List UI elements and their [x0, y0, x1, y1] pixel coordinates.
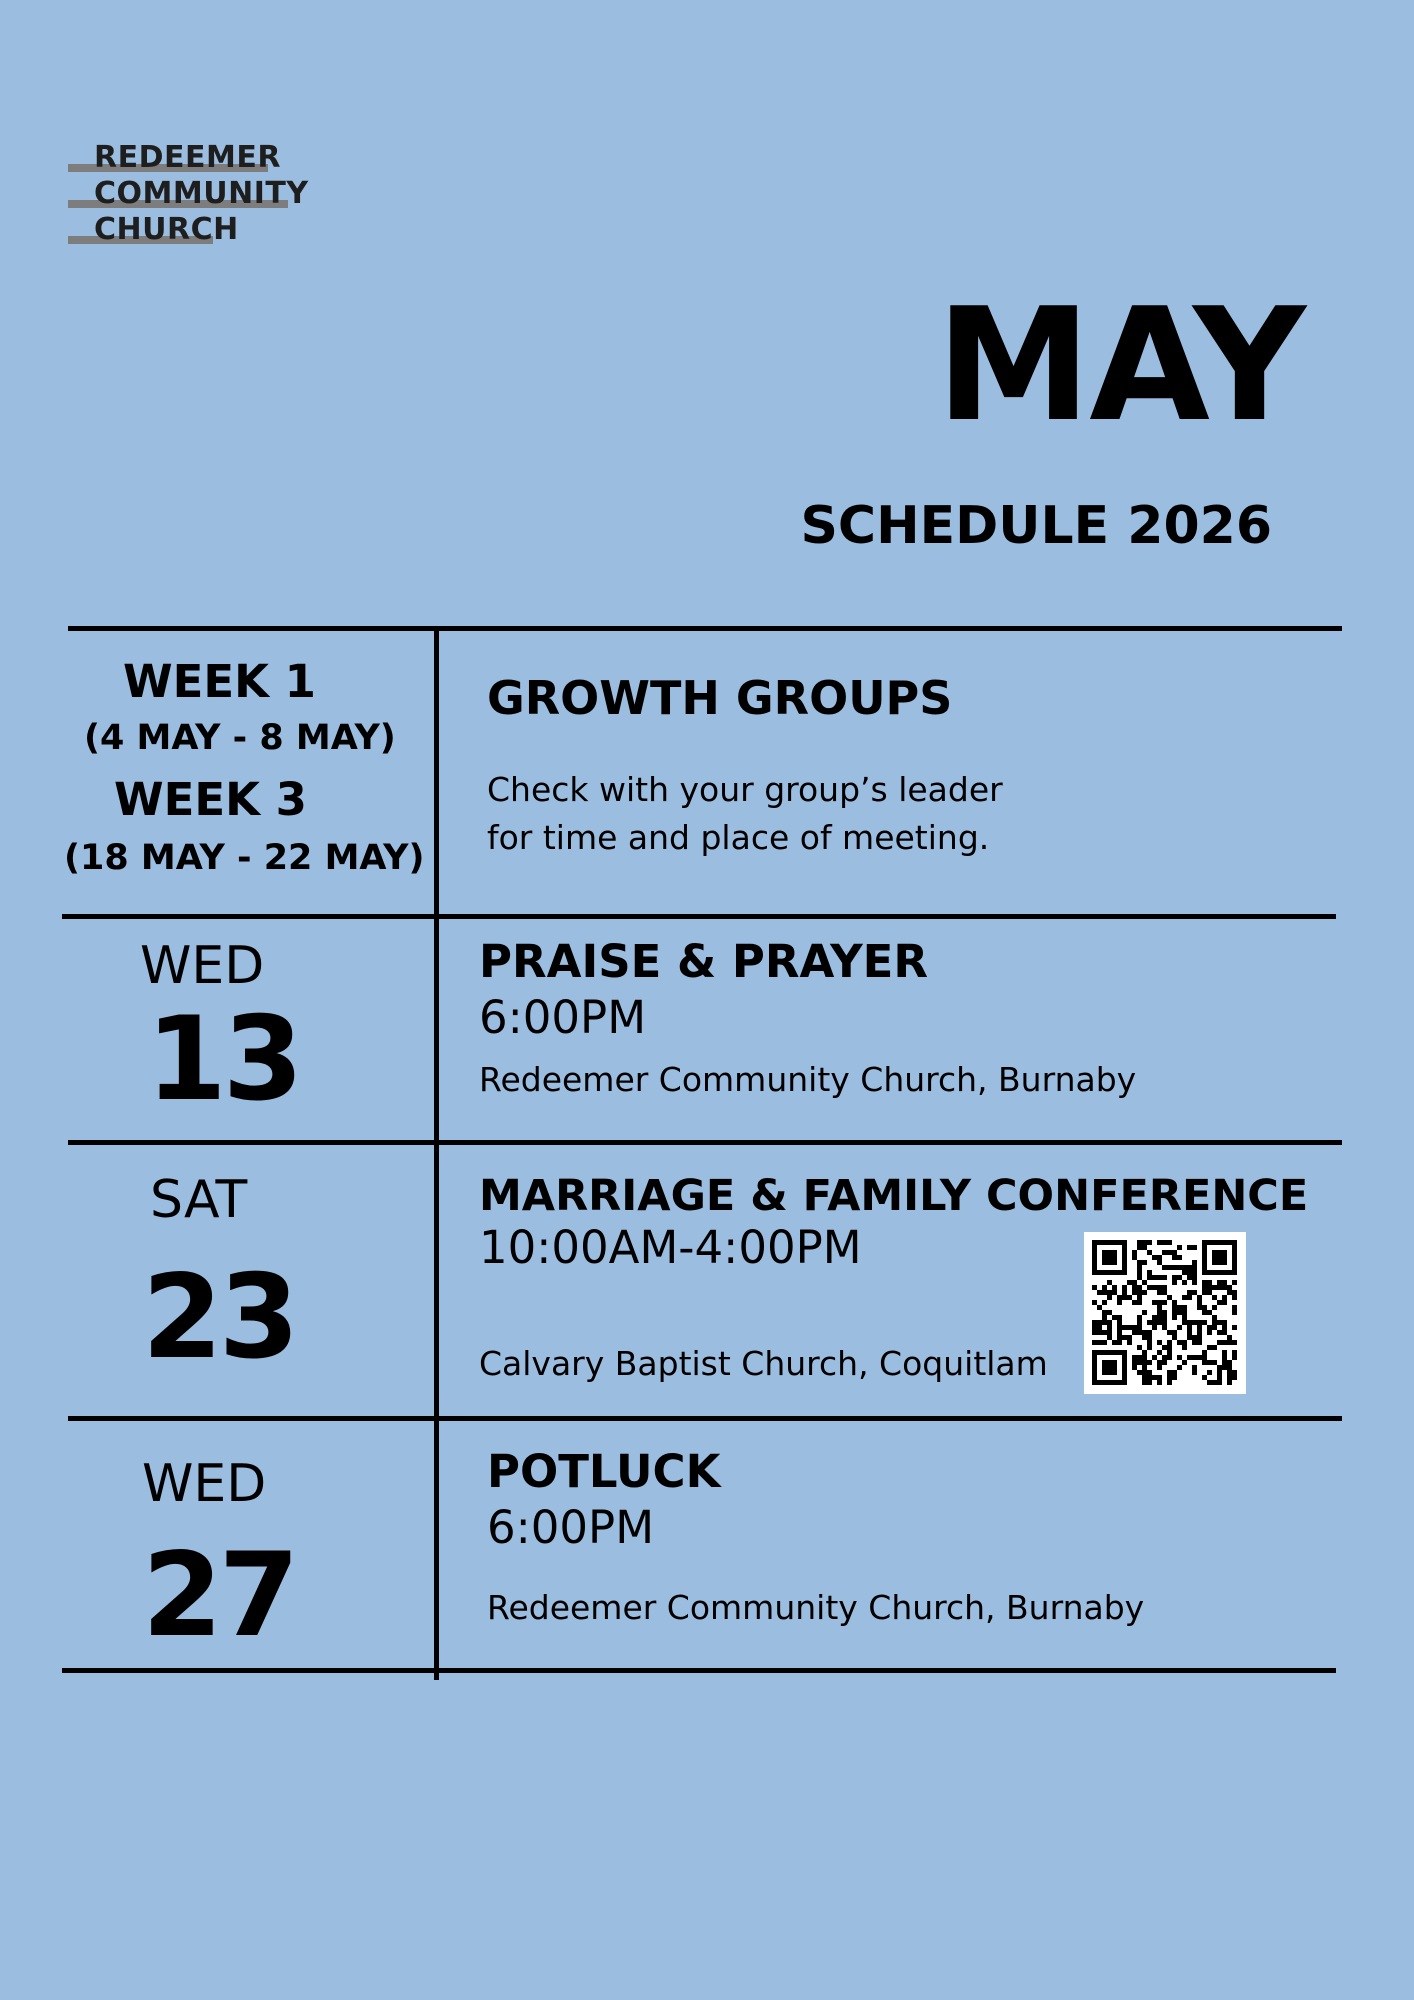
week-1-label: WEEK 1 — [123, 655, 316, 708]
qr-code-graphic — [1084, 1232, 1246, 1394]
logo-line-1: REDEEMER — [94, 140, 281, 175]
growth-groups-title: GROWTH GROUPS — [487, 671, 953, 725]
event-day-number: 27 — [142, 1528, 296, 1663]
table-divider — [68, 1140, 1342, 1145]
logo-line-2: COMMUNITY — [94, 176, 309, 211]
week-3-label: WEEK 3 — [114, 773, 307, 826]
event-day-number: 13 — [146, 992, 300, 1127]
table-divider — [62, 914, 1336, 919]
event-day-number: 23 — [142, 1250, 296, 1385]
event-time: 6:00PM — [487, 1501, 655, 1554]
event-time: 10:00AM-4:00PM — [479, 1221, 862, 1274]
church-logo — [68, 140, 328, 250]
description-line: for time and place of meeting. — [487, 818, 990, 857]
event-title: PRAISE & PRAYER — [479, 935, 929, 988]
table-divider — [62, 1668, 1336, 1673]
event-time: 6:00PM — [479, 991, 647, 1044]
event-location: Calvary Baptist Church, Coquitlam — [479, 1344, 1048, 1383]
qr-code-icon[interactable] — [1084, 1232, 1246, 1394]
page-title: MAY — [935, 274, 1304, 456]
description-line: Check with your group’s leader — [487, 770, 1003, 809]
table-divider — [68, 626, 1342, 631]
page-subtitle: SCHEDULE 2026 — [800, 496, 1272, 556]
event-weekday: SAT — [150, 1170, 248, 1230]
event-title: POTLUCK — [487, 1445, 721, 1498]
event-weekday: WED — [140, 936, 265, 996]
logo-line-3: CHURCH — [94, 212, 239, 247]
week-3-range: (18 MAY - 22 MAY) — [64, 838, 425, 878]
table-divider — [68, 1416, 1342, 1421]
event-title: MARRIAGE & FAMILY CONFERENCE — [479, 1171, 1309, 1221]
growth-groups-description — [487, 766, 1003, 862]
logo-text — [94, 140, 309, 248]
event-weekday: WED — [142, 1454, 267, 1514]
event-location: Redeemer Community Church, Burnaby — [479, 1060, 1137, 1099]
table-column-divider — [434, 628, 439, 1680]
week-1-range: (4 MAY - 8 MAY) — [84, 718, 396, 758]
event-location: Redeemer Community Church, Burnaby — [487, 1588, 1145, 1627]
